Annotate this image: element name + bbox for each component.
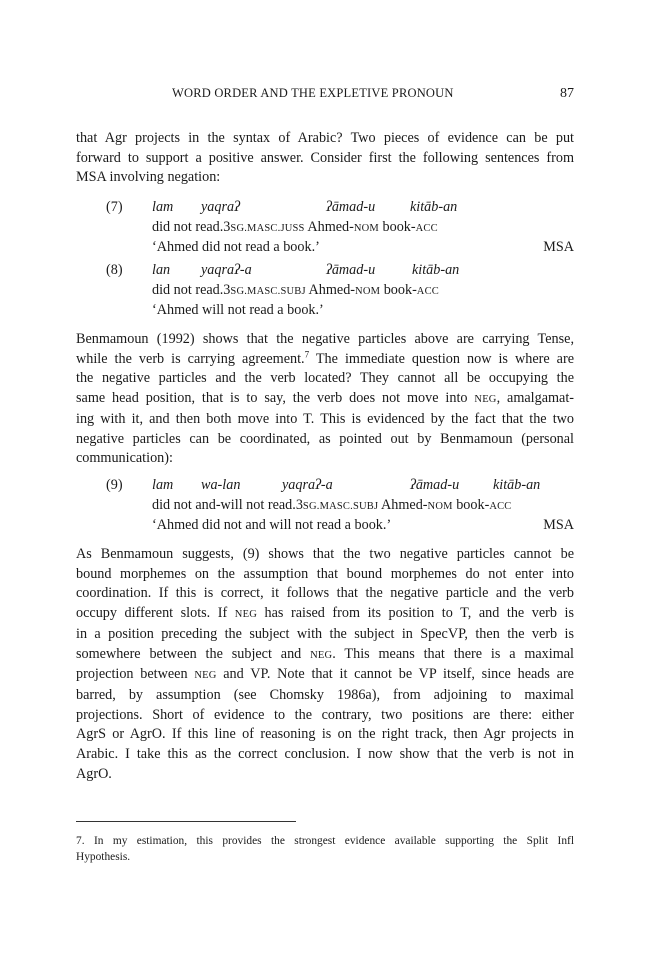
example-word: yaqraʔ <box>201 199 240 215</box>
example-word: wa-lan <box>201 477 241 493</box>
example-number: (8) <box>106 262 123 278</box>
language-label: MSA <box>543 517 574 533</box>
example-word: kitāb-an <box>412 262 460 278</box>
text-line: somewhere between the subject and NEG. This means that there is a maximal <box>76 645 574 662</box>
example-8 <box>76 262 574 322</box>
running-head: WORD ORDER AND THE EXPLETIVE PRONOUN <box>172 86 454 100</box>
example-translation: ‘Ahmed did not and will not read a book.’ <box>152 517 392 533</box>
text-line: communication): <box>76 450 173 467</box>
text-line: MSA involving negation: <box>76 169 221 186</box>
text-line: same head position, that is to say, the verb does not move into NEG, amalgamat- <box>76 390 574 407</box>
paragraph-1 <box>76 129 574 188</box>
text-line: forward to support a positive answer. Consider first the following sentences from <box>76 149 574 166</box>
example-9 <box>76 477 574 537</box>
text-line: occupy different slots. If NEG has raised from its position to T, and the verb is <box>76 605 574 622</box>
footnote-marker: 7 <box>304 348 310 359</box>
footnote-line: Hypothesis. <box>76 851 131 863</box>
language-label: MSA <box>543 239 574 255</box>
text-line: projection between NEG and VP. Note that it cannot be VP itself, since heads are <box>76 666 574 683</box>
text-line: Benmamoun (1992) shows that the negative particles above are carrying Tense, <box>76 331 574 347</box>
text-line: projections. Short of evidence to the contrary, two positions are there: either <box>76 706 574 723</box>
example-translation: ‘Ahmed will not read a book.’ <box>152 302 324 318</box>
example-number: (7) <box>106 199 123 215</box>
example-word: kitāb-an <box>493 477 541 493</box>
example-7 <box>76 199 574 259</box>
text-line: in a position preceding the subject with the subject in SpecVP, then the verb is <box>76 625 574 642</box>
page-number: 87 <box>560 86 574 101</box>
footnote-line: 7. In my estimation, this provides the strongest evidence available supporting the Split Infl <box>76 835 574 847</box>
example-word: ʔāmad-u <box>410 477 460 493</box>
example-translation: ‘Ahmed did not read a book.’ <box>152 239 320 255</box>
example-gloss: did not read.3SG.MASC.SUBJ Ahmed-NOM book-ACC <box>152 282 439 298</box>
example-gloss: did not read.3SG.MASC.JUSS Ahmed-NOM book-ACC <box>152 219 438 235</box>
text-line: that Agr projects in the syntax of Arabic? Two pieces of evidence can be put <box>76 130 574 146</box>
text-line: barred, by assumption (see Chomsky 1986a), from adjoining to maximal <box>76 686 574 703</box>
text-line: the negative particles and the verb located? They cannot all be occupying the <box>76 370 574 387</box>
paragraph-2 <box>76 330 574 469</box>
text-line: AgrO. <box>76 765 112 782</box>
example-word: lam <box>152 477 174 493</box>
text-line: AgrS or AgrO. If this line of reasoning is on the right track, then Agr projects in <box>76 726 574 743</box>
text-line: ing with it, and then both move into T. This is evidenced by the fact that the two <box>76 410 574 427</box>
example-word: ʔāmad-u <box>326 199 376 215</box>
example-word: ʔāmad-u <box>326 262 376 278</box>
example-number: (9) <box>106 477 123 493</box>
text-line: negative particles can be coordinated, as pointed out by Benmamoun (personal <box>76 430 574 447</box>
example-word: kitāb-an <box>410 199 458 215</box>
paragraph-3 <box>76 545 574 784</box>
footnote <box>76 833 574 865</box>
text-line: coordination. If this is correct, it follows that the negative particle and the verb <box>76 585 574 602</box>
text-line: Arabic. I take this as the correct conclusion. I now show that the verb is not in <box>76 746 574 763</box>
footnote-divider <box>76 821 296 822</box>
example-word: lan <box>152 262 171 278</box>
text-line: while the verb is carrying agreement.$^7$ The immediate question now is where are <box>76 348 574 367</box>
example-word: yaqraʔ-a <box>282 477 333 493</box>
text-line: bound morphemes on the assumption that bound morphemes do not enter into <box>76 565 574 582</box>
example-word: yaqraʔ-a <box>201 262 252 278</box>
page-header <box>0 86 650 104</box>
text-line: As Benmamoun suggests, (9) shows that the two negative particles cannot be <box>76 546 574 562</box>
example-word: lam <box>152 199 174 215</box>
example-gloss: did not and-will not read.3SG.MASC.SUBJ Ahmed-NOM book-ACC <box>152 497 512 513</box>
